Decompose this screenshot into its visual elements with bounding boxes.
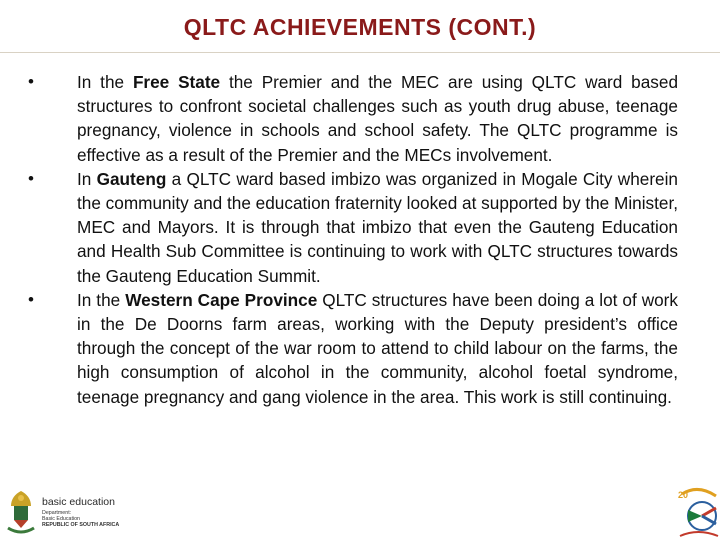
bullet-marker: • xyxy=(28,72,34,91)
bullet-item-gauteng xyxy=(28,167,678,288)
logo-subtitle xyxy=(42,510,119,528)
freedom-anniversary-logo-icon xyxy=(676,486,720,540)
bullet-text-lead: In xyxy=(77,168,97,189)
logo-wordmark: basic education xyxy=(42,496,115,508)
bullet-item-western-cape xyxy=(28,288,678,409)
logo-sub-line: Basic Education xyxy=(42,516,80,522)
bullet-text-bold: Western Cape Province xyxy=(125,289,318,310)
bullet-text xyxy=(77,288,678,409)
bullet-marker: • xyxy=(28,168,34,188)
anniversary-number: 20 xyxy=(678,490,689,500)
bullet-item-free-state xyxy=(28,70,678,167)
bullet-text-bold: Free State xyxy=(132,72,221,92)
bullet-text-body: the Premier and the MEC are using QLTC ward based structures to confront societal challenges such as youth drug abuse, teenage pregnancy, violence in schools and school safety. The QLTC programme is effective as a result of the Premier and the MECs involvement. xyxy=(77,72,679,165)
page-title: QLTC ACHIEVEMENTS (CONT.) xyxy=(183,14,537,40)
bullet-text-body: QLTC structures have been doing a lot of work in the De Doorns farm areas, working with the Deputy president’s office through the concept of the war room to attend to child labour on the farms, the high consumption of alcohol in the community, alcohol foetal syndrome, teenage pregnancy and gang violence in the area. This work is still continuing. xyxy=(77,289,678,407)
bullet-text-lead: In the xyxy=(77,289,126,310)
bullet-text xyxy=(77,70,678,167)
logo-sub-line: Department: xyxy=(42,510,72,516)
bullet-text xyxy=(77,167,678,288)
logo-sub-line: REPUBLIC OF SOUTH AFRICA xyxy=(42,522,120,528)
title-divider xyxy=(0,52,720,53)
basic-education-logo xyxy=(4,488,154,538)
bullet-marker: • xyxy=(28,289,34,309)
bullet-text-bold: Gauteng xyxy=(96,168,167,189)
bullet-text-body: a QLTC ward based imbizo was organized in Mogale City wherein the community and the education fraternity looked at supported by the Minister, MEC and Mayors. It is through that imbizo that even the Gauteng Education and Health Sub Committee is continuing to work with QLTC structures towards the Gauteng Education Summit. xyxy=(77,168,678,286)
bullet-list xyxy=(28,70,678,409)
coat-of-arms-icon xyxy=(4,488,38,538)
bullet-text-lead: In the xyxy=(77,72,133,92)
